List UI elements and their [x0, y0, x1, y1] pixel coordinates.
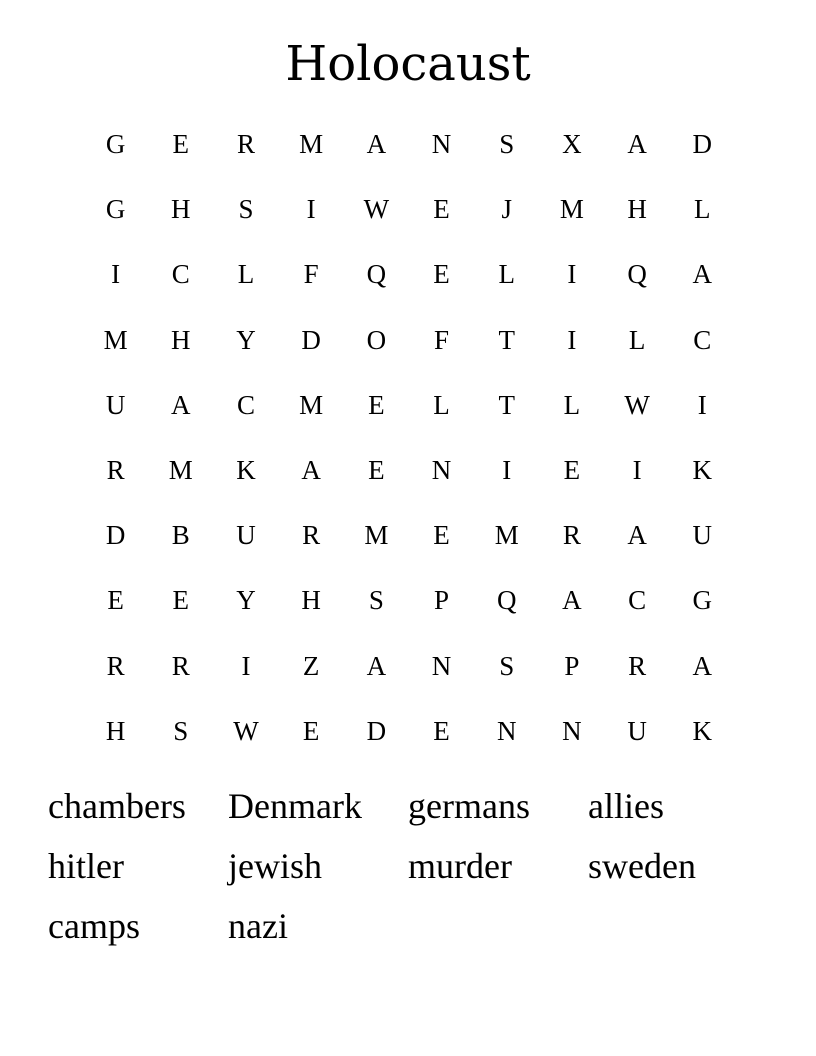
- grid-letter: E: [302, 715, 320, 746]
- grid-letter: L: [694, 194, 711, 225]
- grid-letter: W: [363, 194, 390, 225]
- grid-row: [83, 699, 735, 764]
- grid-letter: L: [498, 259, 515, 290]
- grid-letter: U: [105, 389, 126, 420]
- grid-letter: U: [236, 520, 256, 551]
- word-list-row: [48, 776, 768, 836]
- grid-letter: G: [692, 585, 713, 616]
- grid-letter: F: [303, 259, 319, 290]
- grid-letter: I: [697, 389, 707, 420]
- grid-letter: F: [434, 324, 450, 355]
- grid-letter: R: [171, 650, 190, 681]
- grid-letter: A: [301, 455, 321, 486]
- grid-row: [83, 308, 735, 373]
- grid-letter: R: [628, 650, 647, 681]
- word-list-item: Denmark: [228, 786, 362, 826]
- grid-letter: W: [233, 715, 259, 746]
- grid-letter: E: [368, 455, 385, 486]
- grid-row: [83, 503, 735, 568]
- word-list-row: [48, 836, 768, 896]
- grid-letter: D: [105, 520, 126, 551]
- grid-letter: X: [562, 129, 582, 160]
- grid-letter: G: [105, 194, 126, 225]
- grid-letter: K: [692, 715, 713, 746]
- grid-row: [83, 373, 735, 438]
- grid-letter: N: [496, 715, 517, 746]
- grid-letter: I: [241, 650, 251, 681]
- grid-letter: S: [368, 585, 384, 616]
- grid-letter: H: [627, 194, 647, 225]
- grid-letter: H: [105, 715, 126, 746]
- grid-letter: I: [306, 194, 316, 225]
- grid-letter: A: [562, 585, 582, 616]
- grid-letter: Y: [236, 324, 256, 355]
- grid-letter: I: [111, 259, 121, 290]
- grid-letter: C: [693, 324, 712, 355]
- word-list-item: murder: [408, 846, 512, 886]
- grid-row: [83, 112, 735, 177]
- page-title: Holocaust: [285, 36, 531, 92]
- grid-letter: R: [302, 520, 321, 551]
- grid-letter: A: [366, 650, 387, 681]
- grid-letter: M: [559, 194, 584, 225]
- word-list-item: nazi: [228, 906, 288, 946]
- grid-letter: M: [299, 389, 324, 420]
- grid-letter: H: [171, 324, 191, 355]
- grid-row: [83, 568, 735, 633]
- grid-letter: U: [627, 715, 647, 746]
- word-list-item: allies: [588, 786, 664, 826]
- grid-letter: E: [368, 389, 385, 420]
- grid-letter: Y: [236, 585, 256, 616]
- grid-letter: I: [567, 259, 577, 290]
- grid-letter: Q: [496, 585, 517, 616]
- grid-letter: E: [433, 194, 450, 225]
- grid-letter: M: [168, 455, 193, 486]
- grid-letter: U: [692, 520, 713, 551]
- grid-letter: E: [172, 585, 190, 616]
- grid-letter: E: [172, 129, 190, 160]
- grid-row: [83, 242, 735, 307]
- grid-letter: C: [628, 585, 647, 616]
- grid-letter: H: [171, 194, 191, 225]
- grid-letter: T: [498, 324, 515, 355]
- grid-letter: L: [433, 389, 450, 420]
- grid-letter: W: [624, 389, 650, 420]
- grid-letter: S: [499, 650, 515, 681]
- grid-letter: I: [567, 324, 577, 355]
- grid-letter: D: [366, 715, 387, 746]
- grid-letter: Z: [302, 650, 320, 681]
- grid-letter: E: [433, 715, 450, 746]
- grid-letter: P: [564, 650, 580, 681]
- grid-letter: P: [434, 585, 450, 616]
- word-list-row: [48, 896, 768, 956]
- grid-row: [83, 634, 735, 699]
- grid-row: [83, 438, 735, 503]
- grid-letter: E: [433, 259, 450, 290]
- grid-letter: B: [171, 520, 190, 551]
- grid-letter: N: [431, 455, 452, 486]
- grid-letter: L: [628, 324, 646, 355]
- grid-letter: C: [171, 259, 190, 290]
- grid-letter: A: [366, 129, 387, 160]
- grid-letter: N: [431, 650, 452, 681]
- grid-letter: M: [494, 520, 519, 551]
- grid-letter: E: [563, 455, 581, 486]
- word-list-item: camps: [48, 906, 140, 946]
- word-list-item: germans: [408, 786, 530, 826]
- grid-letter: M: [299, 129, 324, 160]
- word-list: [48, 776, 768, 956]
- grid-letter: O: [366, 324, 387, 355]
- grid-letter: L: [563, 389, 581, 420]
- grid-letter: K: [692, 455, 713, 486]
- grid-letter: C: [236, 389, 255, 420]
- grid-letter: R: [562, 520, 581, 551]
- grid-letter: D: [692, 129, 713, 160]
- grid-letter: S: [499, 129, 515, 160]
- word-list-item: chambers: [48, 786, 186, 826]
- grid-letter: N: [562, 715, 582, 746]
- word-list-item: jewish: [228, 846, 322, 886]
- grid-letter: A: [627, 520, 647, 551]
- grid-letter: N: [431, 129, 452, 160]
- grid-letter: A: [692, 259, 713, 290]
- grid-letter: G: [105, 129, 126, 160]
- grid-letter: A: [627, 129, 647, 160]
- grid-letter: A: [171, 389, 191, 420]
- grid-letter: S: [173, 715, 189, 746]
- grid-letter: Q: [627, 259, 647, 290]
- grid-letter: E: [107, 585, 124, 616]
- grid-letter: T: [498, 389, 515, 420]
- grid-letter: J: [501, 194, 512, 225]
- word-list-item: hitler: [48, 846, 124, 886]
- grid-letter: R: [106, 455, 125, 486]
- grid-letter: E: [433, 520, 450, 551]
- grid-letter: H: [301, 585, 321, 616]
- word-search-grid: [83, 112, 735, 764]
- grid-letter: D: [301, 324, 321, 355]
- grid-letter: S: [238, 194, 254, 225]
- grid-letter: R: [106, 650, 125, 681]
- grid-letter: Q: [366, 259, 387, 290]
- grid-letter: L: [237, 259, 255, 290]
- grid-letter: I: [632, 455, 642, 486]
- grid-letter: A: [692, 650, 713, 681]
- grid-row: [83, 177, 735, 242]
- grid-letter: M: [364, 520, 389, 551]
- word-list-item: sweden: [588, 846, 696, 886]
- grid-letter: R: [236, 129, 255, 160]
- grid-letter: M: [103, 324, 128, 355]
- grid-letter: K: [236, 455, 256, 486]
- grid-letter: I: [502, 455, 512, 486]
